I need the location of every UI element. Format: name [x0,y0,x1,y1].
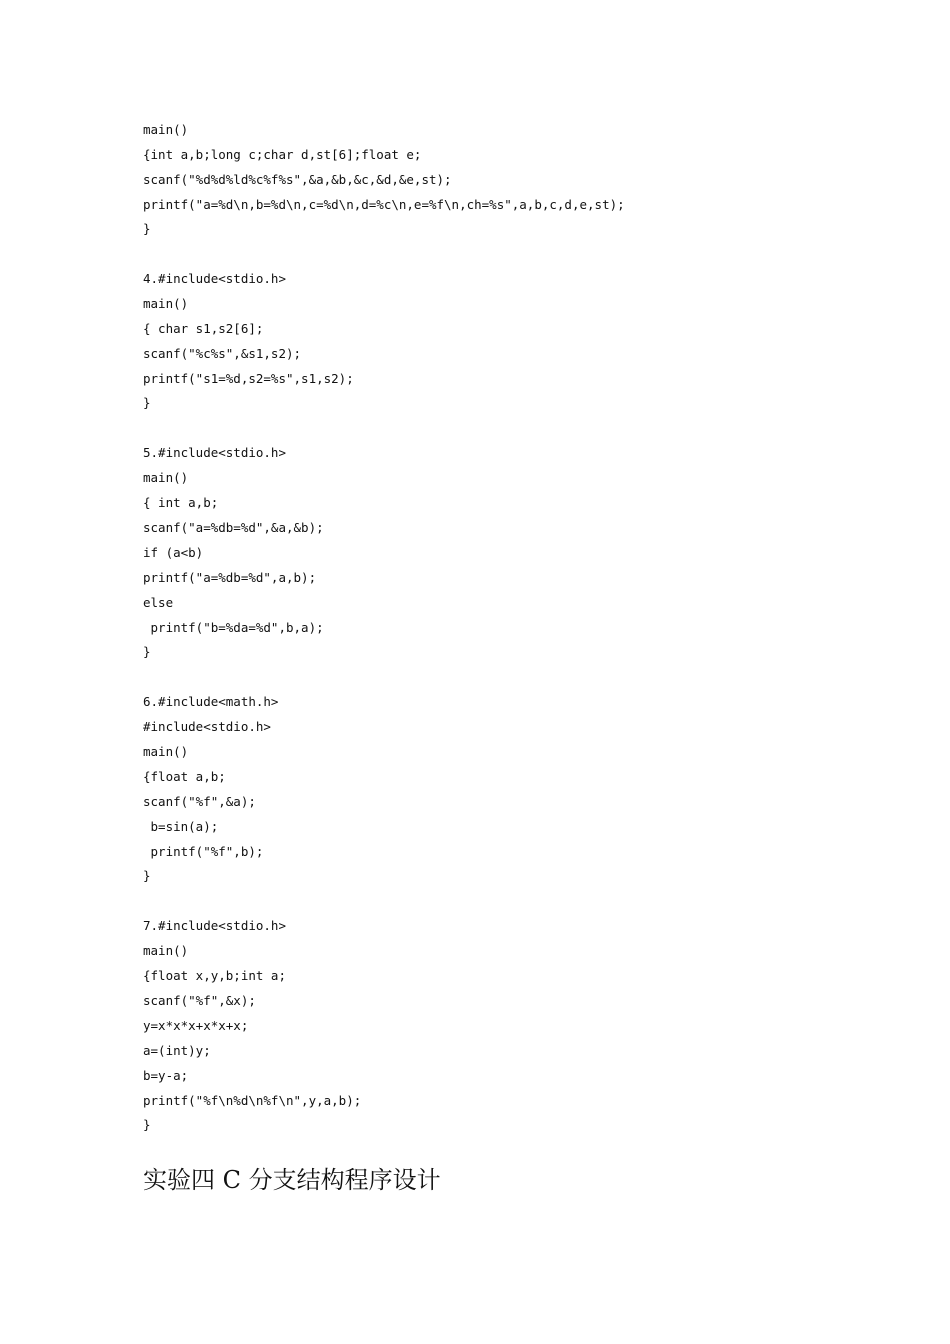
code-line: printf("%f\n%d\n%f\n",y,a,b); [143,1093,362,1108]
code-line: 5.#include<stdio.h> [143,445,286,460]
code-line: 4.#include<stdio.h> [143,271,286,286]
code-line: else [143,595,174,610]
code-line: {float a,b; [143,769,226,784]
code-line: scanf("%f",&x); [143,993,256,1008]
code-line: } [143,644,151,659]
code-line: } [143,221,151,236]
code-line: } [143,1117,151,1132]
code-line: { int a,b; [143,495,219,510]
code-line: main() [143,122,189,137]
code-line: printf("%f",b); [143,844,264,859]
code-line: printf("a=%d\n,b=%d\n,c=%d\n,d=%c\n,e=%f\n,ch=%s",a,b,c,d,e,st); [143,197,625,212]
code-line: #include<stdio.h> [143,719,271,734]
code-line: scanf("%f",&a); [143,794,256,809]
code-line: y=x*x*x+x*x+x; [143,1018,249,1033]
section-heading: 实验四 C 分支结构程序设计 [143,1166,441,1194]
code-line: b=y-a; [143,1068,189,1083]
code-line: {float x,y,b;int a; [143,968,286,983]
code-line: main() [143,296,189,311]
code-line: } [143,868,151,883]
code-line: } [143,395,151,410]
code-line: 6.#include<math.h> [143,694,279,709]
code-line: scanf("%d%d%ld%c%f%s",&a,&b,&c,&d,&e,st); [143,172,452,187]
code-line: main() [143,744,189,759]
code-line: a=(int)y; [143,1043,211,1058]
code-line: printf("s1=%d,s2=%s",s1,s2); [143,371,354,386]
code-line: printf("a=%db=%d",a,b); [143,570,317,585]
code-line: { char s1,s2[6]; [143,321,264,336]
code-line: b=sin(a); [143,819,219,834]
code-line: if (a<b) [143,545,204,560]
code-line: main() [143,943,189,958]
code-line: 7.#include<stdio.h> [143,918,286,933]
code-line: {int a,b;long c;char d,st[6];float e; [143,147,422,162]
code-line: scanf("a=%db=%d",&a,&b); [143,520,324,535]
code-line: printf("b=%da=%d",b,a); [143,620,324,635]
code-line: scanf("%c%s",&s1,s2); [143,346,302,361]
code-line: main() [143,470,189,485]
